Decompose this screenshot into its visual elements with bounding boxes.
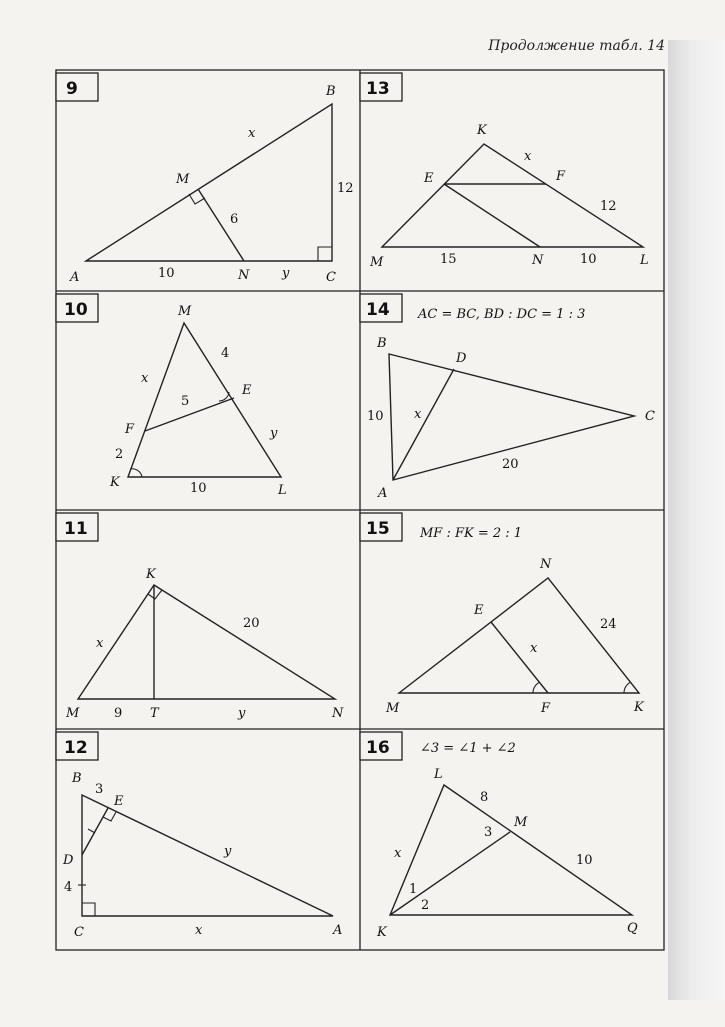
angle-arc-k	[130, 469, 142, 477]
label-m: M	[514, 815, 528, 830]
label-f: F	[556, 169, 566, 184]
value-kn: 20	[243, 616, 260, 631]
value-x: x	[530, 641, 538, 656]
label-a: A	[70, 270, 80, 285]
value-ab: 10	[367, 409, 384, 424]
triangle-mkl	[128, 323, 281, 477]
table-header: Продолжение табл. 14	[488, 38, 665, 54]
value-nl: 10	[580, 252, 597, 267]
problem-11-number: 11	[64, 519, 88, 539]
label-c: C	[326, 270, 336, 285]
problem-9-figure	[86, 104, 332, 261]
value-x: x	[524, 149, 532, 164]
angle-3-label: 3	[484, 825, 493, 840]
label-a: A	[333, 923, 343, 938]
label-b: B	[72, 771, 82, 786]
problem-9-labels	[69, 84, 354, 285]
label-k: K	[377, 925, 387, 940]
value-fl: 12	[600, 199, 617, 214]
problem-14-condition: AC = BC, BD : DC = 1 : 3	[418, 307, 586, 322]
value-me: 4	[221, 346, 230, 361]
problem-15-condition: MF : FK = 2 : 1	[420, 526, 523, 541]
problem-16-number: 16	[366, 738, 390, 758]
problem-15-figure	[399, 578, 639, 693]
segment-en	[444, 184, 540, 247]
value-y: y	[282, 266, 290, 281]
right-angle-mark	[82, 903, 95, 916]
label-d: D	[63, 853, 74, 868]
value-bc: 12	[337, 181, 354, 196]
value-kl: 10	[190, 481, 207, 496]
value-x: x	[195, 923, 203, 938]
label-l: L	[434, 767, 443, 782]
value-an: 10	[158, 266, 175, 281]
problem-15-number: 15	[366, 519, 390, 539]
angle-1-label: 1	[409, 882, 418, 897]
tick-mark	[88, 829, 95, 833]
triangle-lkq	[390, 785, 632, 915]
problem-11-labels	[65, 567, 344, 721]
problem-12-labels	[62, 771, 342, 940]
label-l: L	[640, 253, 649, 268]
problem-11-figure	[78, 585, 335, 699]
problem-13-figure	[382, 144, 643, 247]
label-k: K	[477, 123, 487, 138]
label-t: T	[150, 706, 159, 721]
label-m: M	[66, 706, 80, 721]
triangle-abc	[86, 104, 332, 261]
value-x: x	[141, 371, 149, 386]
triangle-abc	[82, 795, 333, 916]
value-x: x	[394, 846, 402, 861]
label-l: L	[278, 483, 287, 498]
segment-fe	[145, 398, 234, 431]
right-angle-mark	[318, 247, 332, 261]
problem-15-labels	[385, 557, 645, 716]
angle-2-label: 2	[421, 898, 430, 913]
value-be: 3	[95, 782, 104, 797]
label-e: E	[474, 603, 484, 618]
label-b: B	[377, 336, 387, 351]
angle-arc-k	[624, 682, 631, 693]
problem-14-number: 14	[366, 300, 390, 320]
triangle-mkl	[382, 144, 643, 247]
triangle-mkn	[78, 585, 335, 699]
angle-arc-f	[533, 682, 540, 693]
label-q: Q	[627, 921, 638, 936]
label-m: M	[386, 701, 400, 716]
label-e: E	[424, 171, 434, 186]
label-k: K	[146, 567, 156, 582]
value-lm: 8	[480, 790, 489, 805]
value-x: x	[248, 126, 256, 141]
problem-10-figure	[128, 323, 281, 477]
value-fe: 5	[181, 394, 190, 409]
value-ac: 20	[502, 457, 519, 472]
value-nk: 24	[600, 617, 617, 632]
segment-de	[82, 808, 108, 855]
label-b: B	[326, 84, 336, 99]
problem-16-condition: ∠3 = ∠1 + ∠2	[420, 741, 516, 756]
label-k: K	[110, 475, 120, 490]
label-c: C	[74, 925, 84, 940]
problem-13-labels	[369, 123, 649, 270]
problem-12-number: 12	[64, 738, 88, 758]
label-e: E	[114, 794, 124, 809]
label-e: E	[242, 383, 252, 398]
label-m: M	[178, 304, 192, 319]
value-fk: 2	[115, 447, 124, 462]
value-x: x	[414, 407, 422, 422]
problem-9-number: 9	[66, 79, 78, 99]
value-mn: 6	[230, 212, 239, 227]
label-n: N	[540, 557, 552, 572]
problem-10-number: 10	[64, 300, 88, 320]
value-y: y	[224, 844, 232, 859]
label-c: C	[645, 409, 655, 424]
label-m: M	[370, 255, 384, 270]
label-n: N	[332, 706, 344, 721]
label-k: K	[634, 700, 644, 715]
label-f: F	[125, 422, 135, 437]
value-dc: 4	[64, 880, 73, 895]
value-mt: 9	[114, 706, 123, 721]
label-n: N	[532, 253, 544, 268]
segment-ad	[393, 369, 454, 480]
label-m: M	[176, 172, 190, 187]
label-n: N	[238, 268, 250, 283]
value-mn: 15	[440, 252, 457, 267]
label-f: F	[541, 701, 551, 716]
value-y: y	[270, 426, 278, 441]
value-x: x	[96, 636, 104, 651]
label-d: D	[456, 351, 467, 366]
value-mq: 10	[576, 853, 593, 868]
value-y: y	[238, 706, 246, 721]
problem-16-figure	[390, 785, 632, 915]
problem-14-labels	[367, 336, 655, 501]
segment-km	[390, 832, 510, 915]
problem-13-number: 13	[366, 79, 390, 99]
problem-12-figure	[78, 795, 333, 916]
triangle-mnk	[399, 578, 639, 693]
label-a: A	[378, 486, 388, 501]
